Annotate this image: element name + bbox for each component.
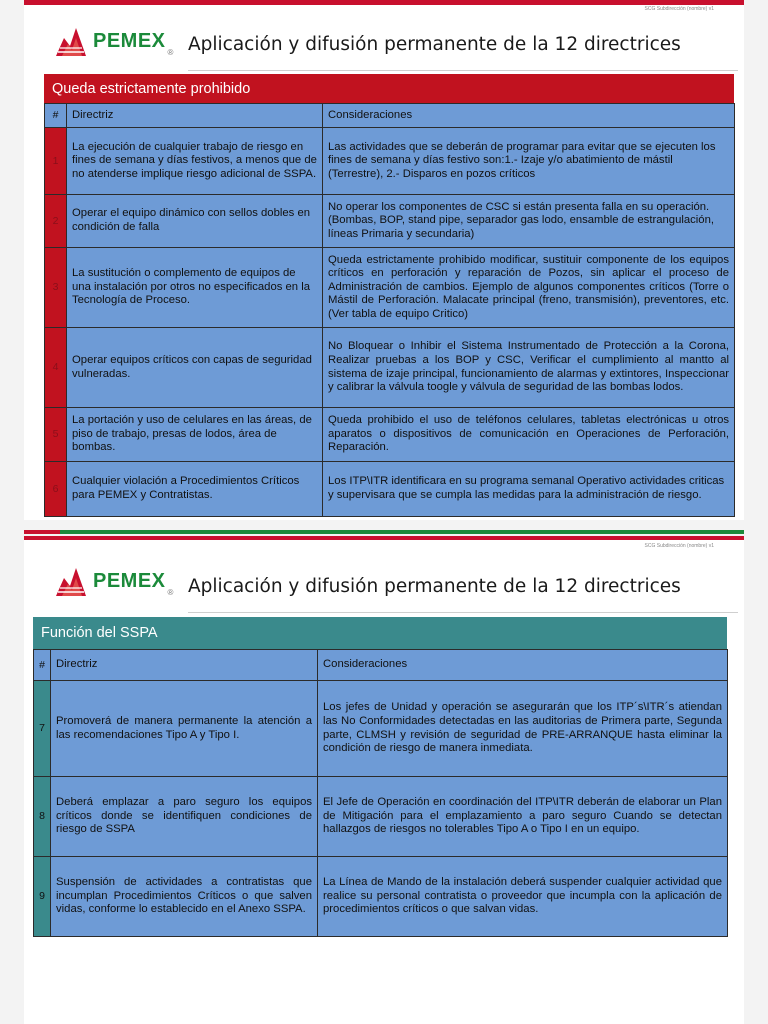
row-consideraciones: Los ITP\ITR identificara en su programa semanal Operativo actividades criticas y supervisara que se cumpla las medidas para la administración de riesgo. [323, 462, 735, 517]
row-consideraciones: El Jefe de Operación en coordinación del ITP\ITR deberán de elaborar un Plan de Mitigación para el emplazamiento a paro seguro Cuando se detectan hallazgos de riesgos no tolerables Tipo A o Tipo I en un equipo. [318, 777, 728, 857]
pemex-eagle-logo-icon [52, 562, 90, 600]
table-row [45, 408, 735, 462]
row-directriz: Cualquier violación a Procedimientos Críticos para PEMEX y Contratistas. [67, 462, 323, 517]
row-number: 6 [45, 462, 67, 517]
section-header: Queda estrictamente prohibido [44, 74, 734, 103]
logo-registered-mark: ® [167, 48, 174, 57]
row-number: 2 [45, 195, 67, 248]
top-red-bar [24, 0, 744, 5]
logo-text: PEMEX [93, 29, 166, 52]
table-row [45, 195, 735, 248]
table-row [34, 681, 728, 777]
header-num: # [45, 104, 67, 128]
top-red-bar [24, 536, 744, 540]
row-consideraciones: La Línea de Mando de la instalación deberá suspender cualquier actividad que realice su personal contratista o proveedor que incumpla con la aplicación de procedimientos críticos o que salvan vidas. [318, 857, 728, 937]
pemex-logo [52, 22, 173, 60]
directrices-table [44, 103, 735, 517]
row-directriz: Deberá emplazar a paro seguro los equipos críticos donde se identifiquen condiciones de riesgo de SSPA [51, 777, 318, 857]
row-number: 8 [34, 777, 51, 857]
header-consideraciones: Consideraciones [323, 104, 735, 128]
row-number: 3 [45, 248, 67, 328]
table-row [45, 328, 735, 408]
row-consideraciones: Queda estrictamente prohibido modificar, sustituir componente de los equipos críticos en perforación y reparación de Pozos, sin aplicar el proceso de Administración de cambios. Ejemplo de algunos componentes críticos (Torre o Mástil de Perforación. Malacate principal (freno, transmisión), preventores, etc. (Ver tabla de equipo Critico) [323, 248, 735, 328]
table-row [45, 128, 735, 195]
table-header-row [45, 104, 735, 128]
table-row [45, 462, 735, 517]
header-small-text: SCG Subdirección (nombre) v1 [644, 6, 714, 12]
row-directriz: La portación y uso de celulares en las áreas, de piso de trabajo, presas de lodos, área de bombas. [67, 408, 323, 462]
table-header-row [34, 650, 728, 681]
title-rule [188, 612, 738, 613]
logo-text: PEMEX [93, 569, 166, 592]
slide-1 [24, 0, 744, 520]
row-directriz: La ejecución de cualquier trabajo de riesgo en fines de semana y días festivos, a menos que de no atenderse implique riesgo adicional de SSPA. [67, 128, 323, 195]
page-title: Aplicación y difusión permanente de la 12 directrices [188, 34, 681, 55]
row-directriz: Promoverá de manera permanente la atención a las recomendaciones Tipo A y Tipo I. [51, 681, 318, 777]
table-row [34, 857, 728, 937]
sspa-table [33, 649, 728, 937]
table-row [45, 248, 735, 328]
pemex-logo [52, 562, 173, 600]
header-consideraciones: Consideraciones [318, 650, 728, 681]
section-header: Función del SSPA [33, 617, 727, 649]
row-directriz: Operar equipos críticos con capas de seguridad vulneradas. [67, 328, 323, 408]
row-number: 1 [45, 128, 67, 195]
header-directriz: Directriz [51, 650, 318, 681]
row-directriz: Operar el equipo dinámico con sellos dobles en condición de falla [67, 195, 323, 248]
title-rule [188, 70, 738, 71]
pemex-eagle-logo-icon [52, 22, 90, 60]
row-consideraciones: Los jefes de Unidad y operación se asegurarán que los ITP´s\ITR´s atiendan las No Conformidades detectadas en las auditorias de Primera parte, Segunda parte, CLMSH y revisión de seguridad de PRE-ARRANQUE hasta eliminar la condición de riesgo de manera inmediata. [318, 681, 728, 777]
header-num: # [34, 650, 51, 681]
page-title: Aplicación y difusión permanente de la 12 directrices [188, 576, 681, 597]
table-row [34, 777, 728, 857]
row-number: 7 [34, 681, 51, 777]
row-directriz: La sustitución o complemento de equipos de una instalación por otros no especificados en la Tecnología de Proceso. [67, 248, 323, 328]
row-consideraciones: No operar los componentes de CSC si están presenta falla en su operación. (Bombas, BOP, stand pipe, separador gas lodo, ensamble de estrangulación, líneas Primaria y secundaria) [323, 195, 735, 248]
row-consideraciones: Las actividades que se deberán de programar para evitar que se ejecuten los fines de semana y días festivo son:1.- Izaje y/o abatimiento de mástil (Terrestre), 2.- Disparos en pozos críticos [323, 128, 735, 195]
slide-2 [24, 536, 744, 1024]
row-number: 9 [34, 857, 51, 937]
row-consideraciones: Queda prohibido el uso de teléfonos celulares, tabletas electrónicas u otros aparatos o dispositivos de comunicación en Operaciones de Perforación, Reparación. [323, 408, 735, 462]
row-directriz: Suspensión de actividades a contratistas que incumplan Procedimientos Críticos o que salven vidas, conforme lo establecido en el Anexo SSPA. [51, 857, 318, 937]
row-number: 4 [45, 328, 67, 408]
row-number: 5 [45, 408, 67, 462]
header-small-text: SCG Subdirección (nombre) v1 [644, 543, 714, 549]
slide-divider-stripe [24, 530, 744, 534]
header-directriz: Directriz [67, 104, 323, 128]
row-consideraciones: No Bloquear o Inhibir el Sistema Instrumentado de Protección a la Corona, Realizar pruebas a los BOP y CSC, Verificar el cumplimiento al mantto al sistema de izaje principal, funcionamiento de alarmas y extintores, Inspeccionar y calibrar la válvula toogle y válvula de seguridad de las bombas lodos. [323, 328, 735, 408]
logo-registered-mark: ® [167, 588, 174, 597]
